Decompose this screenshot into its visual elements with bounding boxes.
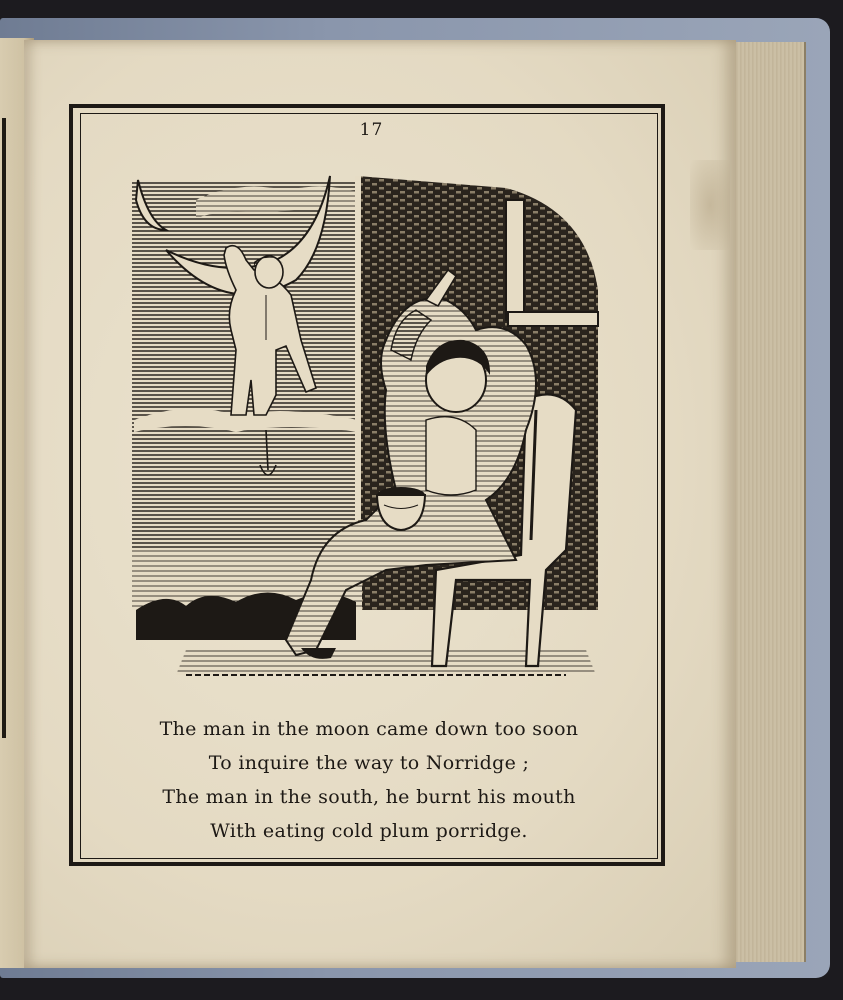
woodcut-illustration (126, 170, 608, 690)
left-page-rule (2, 118, 6, 738)
page-number: 17 (359, 120, 384, 140)
nursery-rhyme-verse (80, 712, 658, 848)
page-edges (730, 42, 806, 962)
page-stain (690, 160, 730, 250)
verse-line: The man in the moon came down too soon (159, 718, 579, 740)
verse-line: The man in the south, he burnt his mouth (162, 786, 576, 808)
engraver-initials: AB (508, 627, 527, 642)
verse-line: With eating cold plum porridge. (210, 820, 528, 842)
page-number-wrap (0, 120, 843, 140)
verse-line: To inquire the way to Norridge ; (208, 752, 530, 774)
